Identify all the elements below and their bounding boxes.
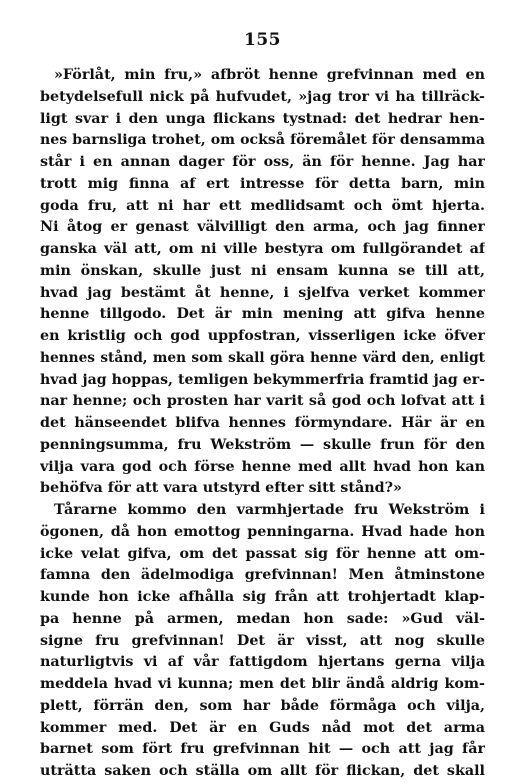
text-line: pa henne på armen, medan hon sade: »Gud väl-: [40, 610, 485, 627]
text-line: ganska väl att, om ni ville bestyra om fullgörandet af: [40, 241, 485, 257]
text-line: meddela hvad vi kunna; men det blir ändå aldrig kom-: [40, 676, 485, 692]
text-line: nar henne; och prosten har varit så god och lofvat att i: [40, 393, 485, 410]
text-line: står i en annan dager för oss, än för henne. Jag har: [40, 154, 485, 170]
body-text: [40, 65, 485, 783]
text-line: famna den ädelmodiga grefvinnan! Men åtminstone: [40, 567, 485, 584]
text-line: Tårarne kommo den varmhjertade fru Wekström i: [54, 502, 485, 518]
text-line: hvad jag bestämt åt henne, i sjelfva verket kommer: [40, 284, 485, 301]
text-line: ligt svar i den unga flickans tystnad: det hedrar hen-: [40, 110, 485, 127]
text-line: trott mig finna af ert intresse för detta barn, min: [40, 175, 485, 192]
text-line: en kristlig och god uppfostran, visserligen icke öfver: [40, 328, 485, 344]
text-line: goda fru, att ni har ett medlidsamt och ömt hjerta.: [40, 197, 485, 214]
text-line: kommer med. Det är en Guds nåd mot det arma: [40, 719, 485, 736]
text-line: kunde hon icke afhålla sig från att trohjertadt klap-: [40, 589, 485, 605]
text-line: signe fru grefvinnan! Det är visst, att nog skulle: [40, 632, 485, 649]
text-line: hvad jag hoppas, temligen bekymmerfria framtid jag er-: [40, 371, 485, 388]
text-line: betydelsefull nick på hufvudet, »jag tror vi ha tillräck-: [40, 88, 485, 105]
text-line: penningsumma, fru Wekström — skulle frun för den: [40, 436, 485, 453]
text-line: hennes stånd, men som skall göra henne värd den, enligt: [40, 349, 485, 366]
text-line: henne tillgodo. Det är min mening att gifva henne: [40, 306, 485, 323]
text-line: »Förlåt, min fru,» afbröt henne grefvinnan med en: [54, 67, 485, 83]
text-line: min önskan, skulle just ni ensam kunna se till att,: [40, 262, 485, 279]
text-line: barnet som fört fru grefvinnan hit — och att jag får: [40, 741, 485, 758]
text-line: det hänseendet blifva hennes förmyndare. Här är en: [40, 415, 485, 431]
text-line: icke velat gifva, om det passat sig för henne att om-: [40, 545, 485, 562]
text-line: vilja vara god och förse henne med allt hvad hon kan: [40, 458, 485, 475]
text-line: uträtta saken och ställa om allt för flickan, det skall: [40, 763, 485, 779]
book-page: [40, 0, 485, 779]
text-line: naturligtvis vi af vår fattigdom hjertans gerna vilja: [40, 654, 485, 671]
text-line: ögonen, då hon emottog penningarna. Hvad hade hon: [40, 523, 485, 540]
text-line: nes barnsliga trohet, om också föremålet för densamma: [40, 132, 485, 149]
page-number: 155: [244, 30, 281, 50]
text-line: behöfva för att vara utstyrd efter sitt stånd?»: [40, 480, 402, 497]
text-line: plett, förrän den, som har både förmåga och vilja,: [40, 697, 485, 714]
text-line: Ni åtog er genast välvilligt den arma, och jag finner: [40, 219, 485, 236]
